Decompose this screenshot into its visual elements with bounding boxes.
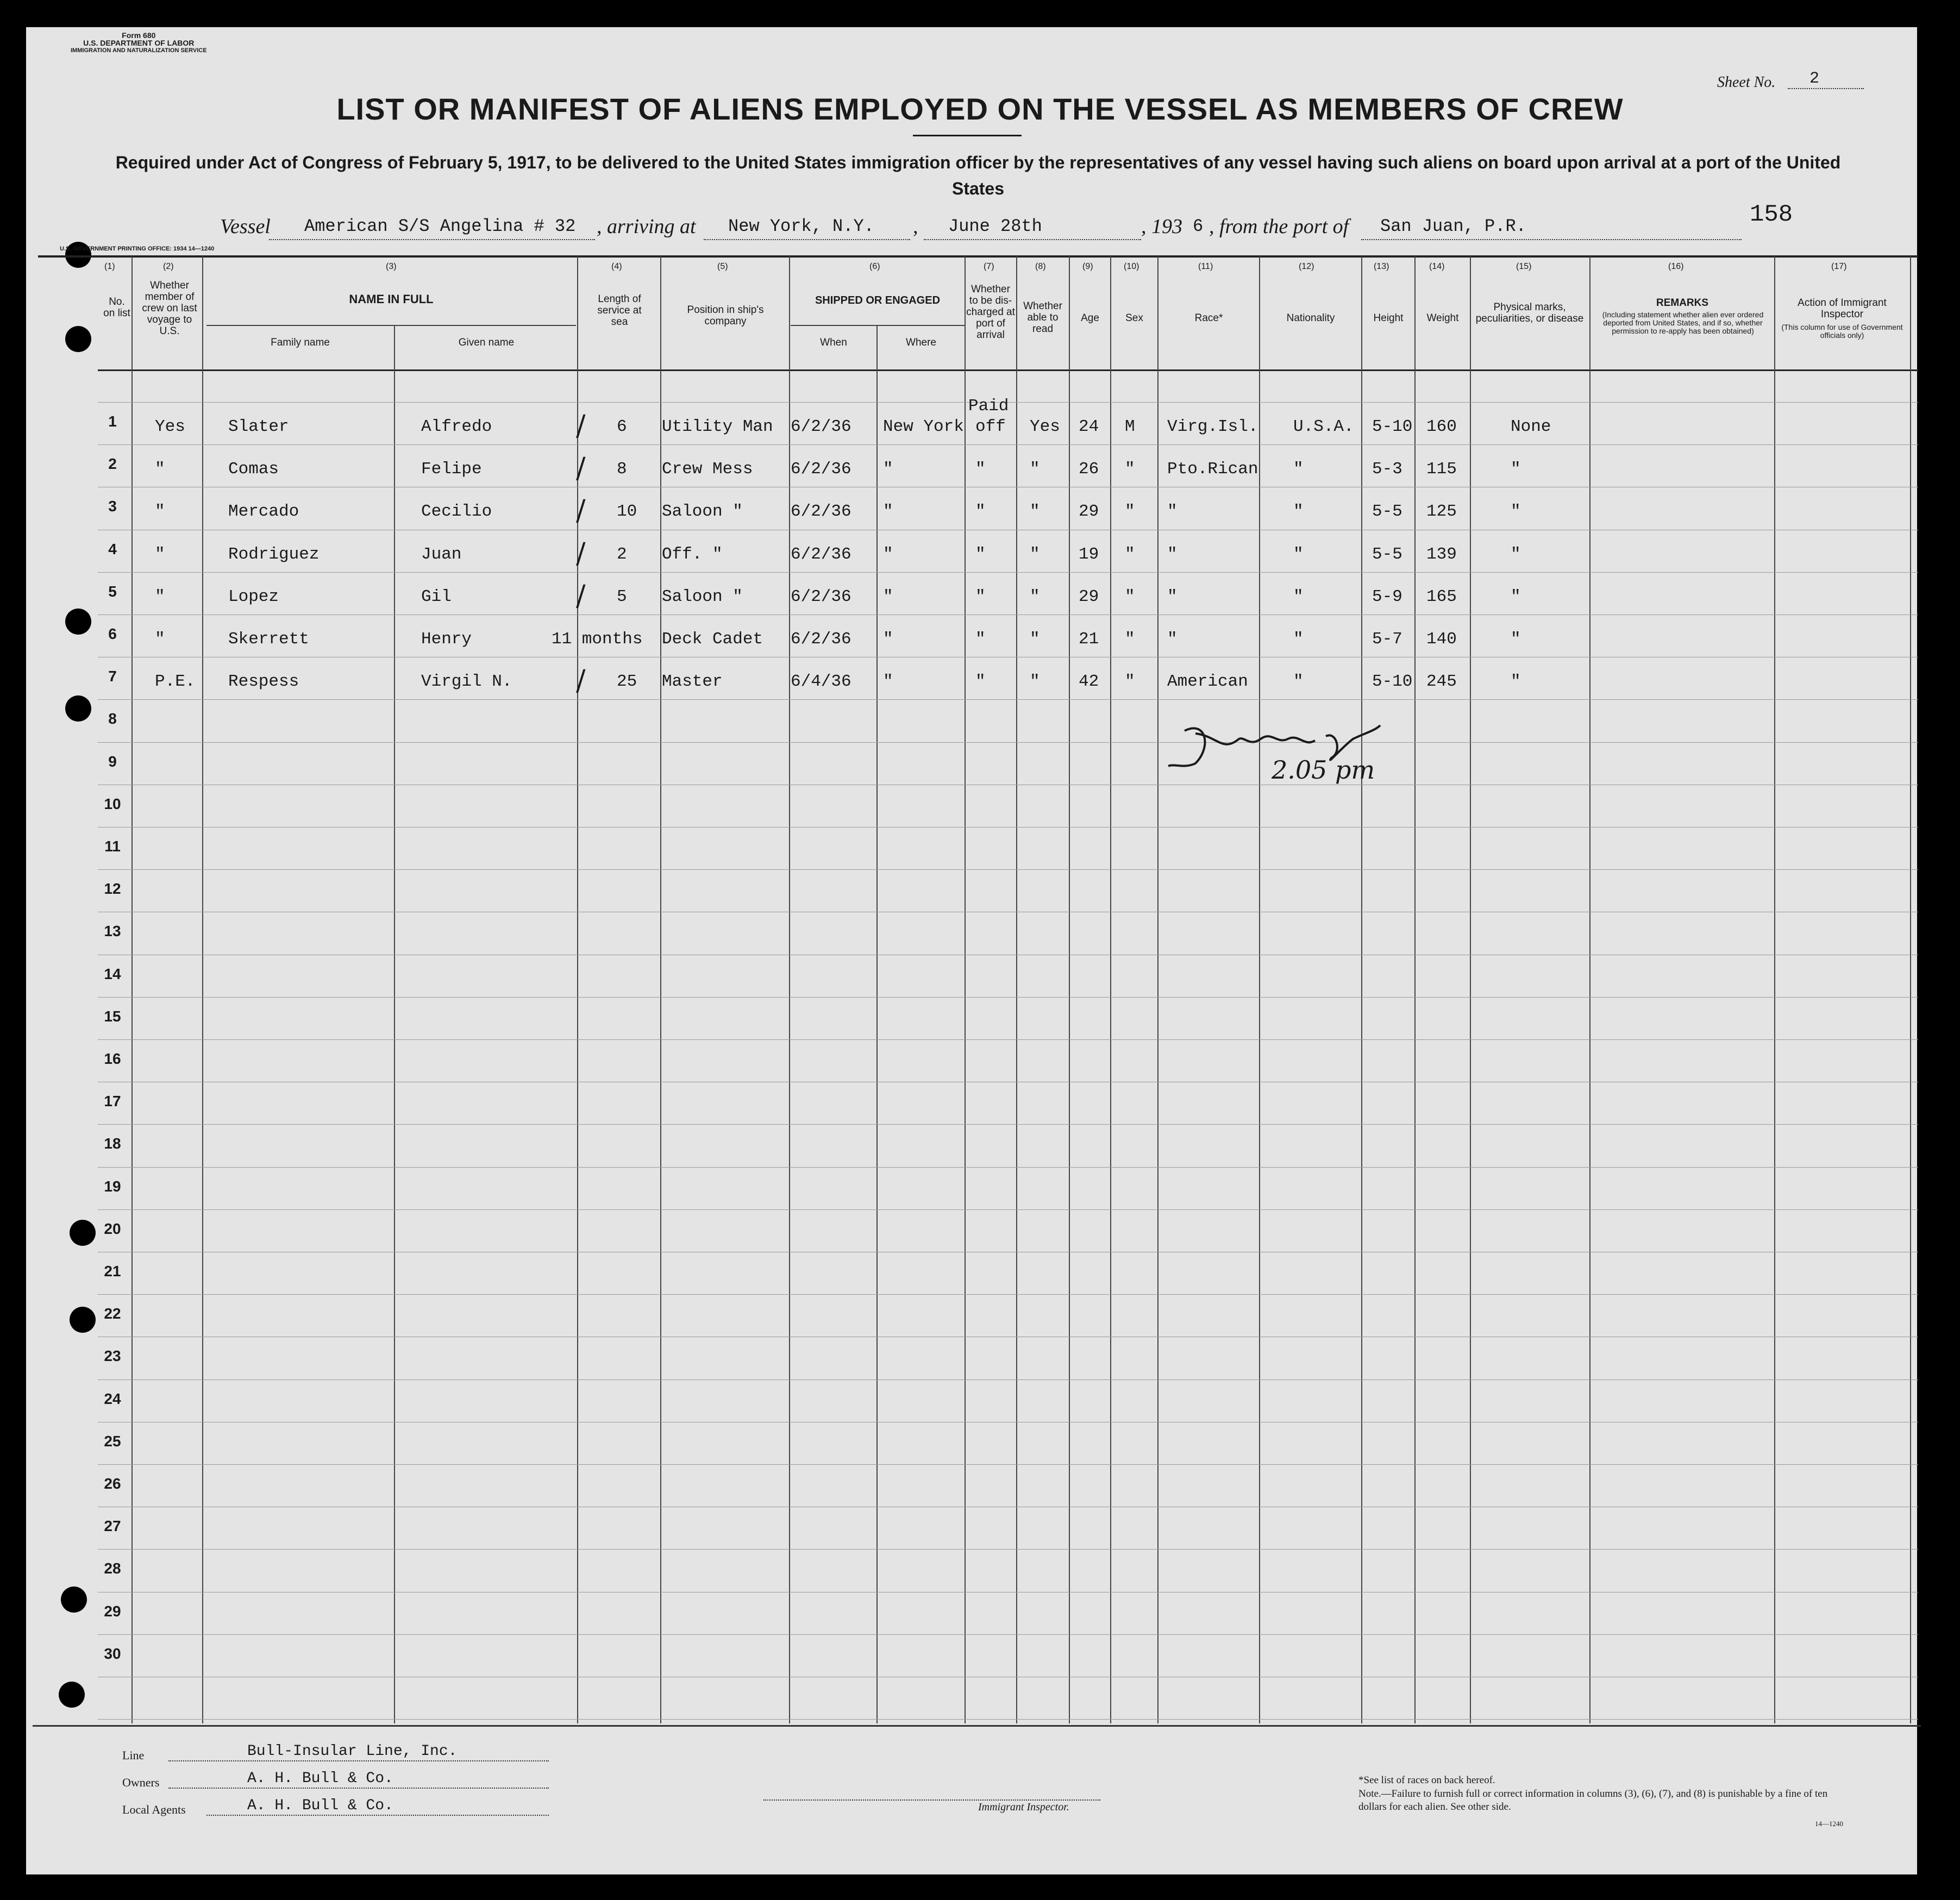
cell-position: Off. " — [662, 545, 723, 564]
row-number: 18 — [104, 1135, 121, 1152]
cell-when: 6/2/36 — [791, 417, 851, 436]
cell-where: " — [883, 545, 893, 564]
header-action-note: (This column for use of Government officials only) — [1781, 323, 1903, 340]
cell-weight: 115 — [1426, 460, 1457, 479]
cell-crew: " — [155, 502, 165, 521]
cell-position: Crew Mess — [662, 460, 753, 479]
header-age: Age — [1081, 312, 1099, 324]
port-value: San Juan, P.R. — [1380, 216, 1526, 236]
cell-family: Rodriguez — [228, 545, 320, 564]
cell-age: 21 — [1079, 630, 1099, 649]
header-physical-marks: Physical marks, peculiarities, or disease — [1475, 302, 1584, 324]
cell-sex: " — [1125, 502, 1135, 521]
agents-value: A. H. Bull & Co. — [247, 1797, 393, 1814]
race-note: *See list of races on back hereof. — [1358, 1774, 1495, 1786]
cell-nationality: " — [1293, 587, 1304, 606]
cell-given: Henry — [421, 630, 472, 649]
row-number: 16 — [104, 1050, 121, 1067]
row-rule — [98, 997, 1918, 998]
cell-marks: " — [1511, 672, 1521, 691]
row-number: 14 — [104, 965, 121, 982]
cell-nationality: " — [1293, 545, 1304, 564]
row-number: 2 — [108, 455, 117, 472]
row-number: 17 — [104, 1093, 121, 1109]
page-subtitle: Required under Act of Congress of February 5, 1917, to be delivered to the United States immigration officer by the representatives of any vessel having such aliens on board upon arrival at a port of the United States — [115, 153, 1841, 198]
col-num-5: (5) — [717, 262, 728, 271]
row-rule — [98, 614, 1918, 615]
header-race: Race* — [1194, 312, 1223, 324]
cell-discharged-top: Paid — [968, 397, 1009, 416]
header-height: Height — [1373, 312, 1404, 324]
cell-where: " — [883, 630, 893, 649]
row-rule — [98, 1634, 1918, 1635]
row-rule — [98, 1209, 1918, 1210]
year-prefix: , 193 — [1141, 215, 1182, 238]
inspector-label: Immigrant Inspector. — [978, 1801, 1069, 1813]
cell-discharged: " — [975, 545, 986, 564]
cell-weight: 165 — [1426, 587, 1457, 606]
table-bottom-rule — [33, 1725, 1921, 1727]
cell-when: 6/2/36 — [791, 460, 851, 479]
row-rule — [98, 1294, 1918, 1295]
row-number: 9 — [108, 753, 117, 770]
cell-discharged: " — [975, 460, 986, 479]
punch-hole — [59, 1682, 85, 1708]
col-num-16: (16) — [1668, 262, 1684, 271]
header-no-on-list: No. on list — [103, 296, 130, 319]
cell-weight: 139 — [1426, 545, 1457, 564]
cell-where: " — [883, 502, 893, 521]
col-num-13: (13) — [1374, 262, 1389, 271]
row-rule — [98, 699, 1918, 700]
row-number: 22 — [104, 1305, 121, 1322]
header-bottom-rule — [98, 369, 1918, 371]
cell-service: 6 — [617, 417, 627, 436]
col-num-3: (3) — [386, 262, 397, 271]
form-number: Form 680 — [122, 31, 156, 40]
cell-crew: " — [155, 587, 165, 606]
row-rule — [98, 444, 1918, 445]
col-num-7: (7) — [984, 262, 994, 271]
cell-service: 8 — [617, 460, 627, 479]
row-number: 8 — [108, 710, 117, 727]
header-top-rule — [38, 255, 1918, 258]
header-shipped-engaged: SHIPPED OR ENGAGED — [815, 294, 941, 306]
row-number: 5 — [108, 583, 117, 600]
row-number: 6 — [108, 625, 117, 642]
header-discharged: Whether to be dis-charged at port of arrival — [966, 284, 1015, 341]
cell-race: Virg.Isl. — [1167, 417, 1258, 436]
cell-when: 6/2/36 — [791, 545, 851, 564]
cell-nationality: " — [1293, 672, 1304, 691]
cell-marks: " — [1511, 545, 1521, 564]
title-underline — [913, 135, 1022, 136]
cell-age: 24 — [1079, 417, 1099, 436]
row-number: 1 — [108, 413, 117, 430]
cell-height: 5-5 — [1372, 502, 1402, 521]
cell-read: " — [1030, 672, 1040, 691]
cell-height: 5-9 — [1372, 587, 1402, 606]
cell-marks: " — [1511, 502, 1521, 521]
col-num-12: (12) — [1299, 262, 1314, 271]
punch-hole — [61, 1587, 87, 1613]
header-nationality: Nationality — [1286, 312, 1335, 324]
row-number: 30 — [104, 1645, 121, 1662]
page-title: LIST OR MANIFEST OF ALIENS EMPLOYED ON THE VESSEL AS MEMBERS OF CREW — [336, 92, 1624, 126]
cell-given: Felipe — [421, 460, 482, 479]
line-label: Line — [122, 1748, 145, 1762]
punch-hole — [65, 326, 91, 352]
header-where: Where — [906, 337, 936, 348]
from-port-label: , from the port of — [1209, 215, 1349, 238]
cell-race: " — [1167, 545, 1178, 564]
cell-race: " — [1167, 587, 1178, 606]
row-rule — [98, 1549, 1918, 1550]
cell-crew: " — [155, 545, 165, 564]
cell-discharged: off — [975, 417, 1006, 436]
col-num-14: (14) — [1429, 262, 1445, 271]
col-num-2: (2) — [163, 262, 174, 271]
header-given-name: Given name — [458, 337, 515, 348]
header-remarks-note: (Including statement whether alien ever ordered deported from United States, and if so, whether permission to re-apply has been obtained) — [1602, 310, 1764, 335]
row-number: 23 — [104, 1347, 121, 1364]
cell-when: 6/4/36 — [791, 672, 851, 691]
header-sex: Sex — [1125, 312, 1143, 324]
header-remarks: REMARKS — [1656, 297, 1709, 309]
col-num-8: (8) — [1035, 262, 1046, 271]
row-rule — [98, 1464, 1918, 1465]
department-name: U.S. DEPARTMENT OF LABOR — [83, 39, 195, 47]
punch-hole — [65, 609, 91, 635]
cell-crew: Yes — [155, 417, 185, 436]
owners-value: A. H. Bull & Co. — [247, 1770, 393, 1787]
row-number: 10 — [104, 795, 121, 812]
cell-family: Skerrett — [228, 630, 309, 649]
col-num-15: (15) — [1516, 262, 1532, 271]
cell-crew: P.E. — [155, 672, 196, 691]
col-num-11: (11) — [1198, 262, 1213, 271]
punch-hole — [70, 1307, 96, 1333]
punch-hole — [65, 695, 91, 722]
row-number: 15 — [104, 1008, 121, 1025]
col-num-10: (10) — [1124, 262, 1139, 271]
cell-sex: M — [1125, 417, 1135, 436]
col-num-6: (6) — [869, 262, 880, 271]
arriving-label: , arriving at — [597, 215, 696, 238]
cell-position: Utility Man — [662, 417, 773, 436]
cell-position: Saloon " — [662, 502, 743, 521]
cell-where: New York — [883, 417, 964, 436]
tick-mark: / — [576, 452, 586, 485]
header-length-service: Length of service at sea — [597, 293, 642, 328]
cell-age: 26 — [1079, 460, 1099, 479]
row-rule — [98, 869, 1918, 870]
cell-service: 10 — [617, 502, 637, 521]
cell-family: Mercado — [228, 502, 299, 521]
cell-nationality: " — [1293, 502, 1304, 521]
cell-discharged: " — [975, 587, 986, 606]
row-number: 21 — [104, 1263, 121, 1280]
row-number: 20 — [104, 1220, 121, 1237]
cell-read: " — [1030, 587, 1040, 606]
sheet-number: 2 — [1809, 70, 1820, 88]
cell-service: 25 — [617, 672, 637, 691]
cell-height: 5-3 — [1372, 460, 1402, 479]
cell-nationality: " — [1293, 460, 1304, 479]
row-number: 7 — [108, 668, 117, 685]
date-value: June 28th — [948, 216, 1042, 236]
cell-race: Pto.Rican — [1167, 460, 1258, 479]
cell-position: Deck Cadet — [662, 630, 763, 649]
cell-service: 5 — [617, 587, 627, 606]
row-rule — [98, 1167, 1918, 1168]
cell-family: Lopez — [228, 587, 279, 606]
cell-discharged: " — [975, 672, 986, 691]
row-rule — [98, 572, 1918, 573]
cell-discharged: " — [975, 630, 986, 649]
cell-age: 29 — [1079, 502, 1099, 521]
cell-height: 5-10 — [1372, 417, 1413, 436]
row-rule — [98, 1039, 1918, 1040]
row-number: 25 — [104, 1433, 121, 1450]
header-family-name: Family name — [271, 337, 330, 348]
header-position: Position in ship's company — [687, 304, 764, 327]
tick-mark: / — [576, 580, 586, 612]
header-able-to-read: Whether able to read — [1023, 300, 1062, 335]
cell-height: 5-7 — [1372, 630, 1402, 649]
year-value: 6 — [1193, 216, 1204, 236]
form-code: 14—1240 — [1815, 1820, 1843, 1828]
cell-service: 11 months — [552, 630, 643, 649]
row-number: 13 — [104, 923, 121, 939]
row-number: 3 — [108, 498, 117, 515]
cell-crew: " — [155, 460, 165, 479]
agents-label: Local Agents — [122, 1803, 186, 1816]
cell-given: Gil — [421, 587, 452, 606]
cell-race: American — [1167, 672, 1248, 691]
cell-race: " — [1167, 630, 1178, 649]
cell-marks: " — [1511, 460, 1521, 479]
reference-number: 158 — [1750, 201, 1793, 228]
cell-sex: " — [1125, 630, 1135, 649]
tick-mark: / — [576, 410, 586, 442]
row-rule — [98, 1124, 1918, 1125]
cell-age: 42 — [1079, 672, 1099, 691]
cell-position: Saloon " — [662, 587, 743, 606]
row-rule — [98, 1719, 1918, 1720]
col-num-9: (9) — [1082, 262, 1093, 271]
punch-hole — [70, 1220, 96, 1246]
cell-where: " — [883, 672, 893, 691]
cell-marks: None — [1511, 417, 1551, 436]
row-number: 27 — [104, 1518, 121, 1534]
cell-when: 6/2/36 — [791, 502, 851, 521]
cell-where: " — [883, 460, 893, 479]
cell-marks: " — [1511, 630, 1521, 649]
cell-nationality: U.S.A. — [1293, 417, 1354, 436]
cell-age: 29 — [1079, 587, 1099, 606]
header-weight: Weight — [1426, 312, 1459, 324]
cell-given: Juan — [421, 545, 462, 564]
row-number: 19 — [104, 1178, 121, 1195]
cell-service: 2 — [617, 545, 627, 564]
header-when: When — [820, 337, 847, 348]
cell-sex: " — [1125, 672, 1135, 691]
cell-race: " — [1167, 502, 1178, 521]
vessel-value: American S/S Angelina # 32 — [304, 216, 576, 236]
cell-when: 6/2/36 — [791, 587, 851, 606]
form-identifier — [71, 32, 207, 54]
cell-sex: " — [1125, 460, 1135, 479]
service-name: IMMIGRATION AND NATURALIZATION SERVICE — [71, 47, 207, 54]
arriving-value: New York, N.Y. — [728, 216, 874, 236]
row-number: 11 — [104, 838, 121, 855]
cell-height: 5-5 — [1372, 545, 1402, 564]
row-number: 12 — [104, 880, 121, 897]
col-num-1: (1) — [104, 262, 115, 271]
col-num-4: (4) — [611, 262, 622, 271]
tick-mark: / — [576, 664, 586, 697]
cell-family: Slater — [228, 417, 289, 436]
cell-family: Respess — [228, 672, 299, 691]
cell-weight: 245 — [1426, 672, 1457, 691]
cell-discharged: " — [975, 502, 986, 521]
cell-read: " — [1030, 630, 1040, 649]
cell-weight: 140 — [1426, 630, 1457, 649]
col-num-17: (17) — [1831, 262, 1847, 271]
handwritten-time: 2.05 pm — [1272, 755, 1375, 785]
cell-sex: " — [1125, 545, 1135, 564]
row-rule — [98, 742, 1918, 743]
cell-when: 6/2/36 — [791, 630, 851, 649]
cell-height: 5-10 — [1372, 672, 1413, 691]
owners-label: Owners — [122, 1776, 160, 1789]
sheet-label: Sheet No. — [1717, 74, 1776, 91]
cell-read: Yes — [1030, 417, 1060, 436]
cell-nationality: " — [1293, 630, 1304, 649]
penalty-note: Note.—Failure to furnish full or correct information in columns (3), (6), (7), and (8) is punishable by a fine of ten dollars for each alien. See other side. — [1358, 1788, 1828, 1813]
cell-age: 19 — [1079, 545, 1099, 564]
header-name-in-full: NAME IN FULL — [349, 292, 434, 306]
cell-weight: 160 — [1426, 417, 1457, 436]
cell-crew: " — [155, 630, 165, 649]
vessel-label: Vessel — [220, 215, 271, 238]
cell-family: Comas — [228, 460, 279, 479]
row-number: 4 — [108, 541, 117, 557]
row-number: 28 — [104, 1560, 121, 1577]
cell-given: Alfredo — [421, 417, 492, 436]
cell-weight: 125 — [1426, 502, 1457, 521]
cell-read: " — [1030, 502, 1040, 521]
cell-marks: " — [1511, 587, 1521, 606]
cell-where: " — [883, 587, 893, 606]
cell-position: Master — [662, 672, 723, 691]
tick-mark: / — [576, 494, 586, 527]
tick-mark: / — [576, 537, 586, 570]
cell-sex: " — [1125, 587, 1135, 606]
cell-read: " — [1030, 545, 1040, 564]
cell-given: Cecilio — [421, 502, 492, 521]
row-number: 29 — [104, 1603, 121, 1620]
header-action: Action of Immigrant Inspector — [1798, 297, 1887, 320]
header-crew-last-voyage: Whether member of crew on last voyage to U.S. — [142, 280, 197, 337]
row-number: 26 — [104, 1475, 121, 1492]
cell-read: " — [1030, 460, 1040, 479]
row-rule — [98, 1379, 1918, 1380]
cell-given: Virgil N. — [421, 672, 512, 691]
row-number: 24 — [104, 1390, 121, 1407]
printer-imprint: U.S. GOVERNMENT PRINTING OFFICE: 1934 14—1240 — [60, 246, 215, 252]
line-value: Bull-Insular Line, Inc. — [247, 1743, 458, 1760]
